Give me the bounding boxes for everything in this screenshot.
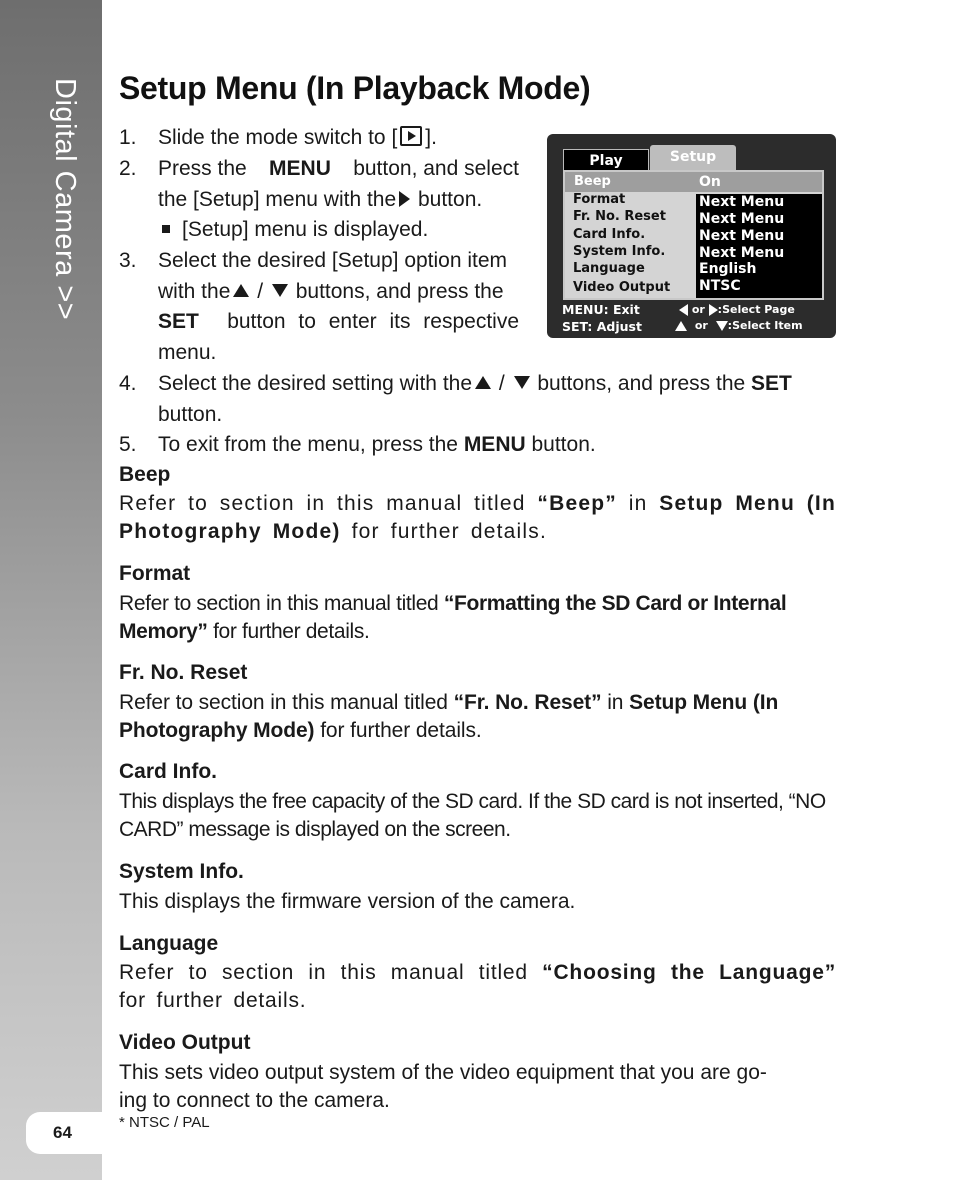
section-heading-video-output: Video Output bbox=[119, 1031, 251, 1054]
footer-set-adjust: SET: Adjust bbox=[562, 319, 642, 334]
section-body-card-info: This displays the free capacity of the SD card. If the SD card is not inserted, “NO CARD” message is displayed on the screen. bbox=[119, 790, 826, 841]
menu-value-language: English bbox=[699, 261, 757, 277]
body-text: in bbox=[601, 691, 630, 714]
menu-value-fr-no-reset: Next Menu bbox=[699, 211, 785, 227]
body-text: for further details. bbox=[207, 620, 370, 643]
section-body-system-info: This displays the firmware version of the camera. bbox=[119, 890, 576, 913]
menu-item-video-output: Video Output bbox=[573, 280, 671, 295]
step-text: Select the desired setting with the bbox=[158, 372, 473, 395]
section-body-fr-no-reset bbox=[119, 689, 836, 745]
body-text: Refer to section in this manual titled bbox=[119, 961, 543, 984]
body-ref: Setup Menu (In Photography Mode) bbox=[119, 492, 836, 543]
footer-select-item: :Select Item bbox=[727, 319, 803, 332]
step-number: 3. bbox=[119, 249, 137, 272]
menu-button-label: MENU bbox=[463, 433, 526, 456]
step-text: button. bbox=[525, 433, 596, 456]
down-arrow-icon bbox=[514, 376, 530, 389]
step-text: menu. bbox=[158, 341, 217, 365]
footer-select-page: :Select Page bbox=[717, 303, 795, 316]
bullet-square-icon bbox=[162, 225, 170, 233]
step-number: 4. bbox=[119, 372, 137, 395]
step-text: / bbox=[493, 372, 511, 395]
section-body-video-output bbox=[119, 1059, 836, 1115]
step-text: button. bbox=[412, 187, 483, 211]
body-text: in bbox=[616, 492, 660, 515]
right-arrow-icon bbox=[709, 304, 718, 316]
step-text: button to enter its respective bbox=[227, 310, 519, 334]
step-number: 1. bbox=[119, 126, 137, 149]
step-text: buttons, and press the bbox=[289, 279, 504, 303]
tab-setup: Setup bbox=[650, 145, 736, 170]
body-text: Refer to section in this manual titled bbox=[119, 492, 538, 515]
footer-item-hint bbox=[675, 319, 803, 332]
menu-item-beep: Beep bbox=[574, 174, 611, 189]
body-text: for further details. bbox=[119, 989, 307, 1012]
step-text: Slide the mode switch to [ bbox=[158, 126, 398, 149]
step-text: ]. bbox=[425, 126, 437, 149]
step-text: Select the desired [Setup] option item bbox=[158, 249, 508, 272]
step-text: To exit from the menu, press the bbox=[158, 433, 464, 456]
menu-value-card-info: Next Menu bbox=[699, 228, 785, 244]
playback-mode-icon bbox=[400, 126, 422, 146]
menu-value-format: Next Menu bbox=[699, 194, 785, 210]
body-ref: Setup Menu (In Photography Mode) bbox=[119, 691, 779, 742]
sub-bullet-text: [Setup] menu is displayed. bbox=[182, 218, 429, 242]
section-heading-language: Language bbox=[119, 932, 219, 955]
camera-lcd-screenshot bbox=[547, 134, 836, 338]
menu-item-format: Format bbox=[573, 192, 626, 207]
section-body-language bbox=[119, 959, 836, 1015]
footnote: * NTSC / PAL bbox=[119, 1114, 210, 1131]
body-text: Refer to section in this manual titled bbox=[119, 691, 454, 714]
left-arrow-icon bbox=[679, 304, 688, 316]
body-text: This sets video output system of the video equipment that you are go- bbox=[119, 1061, 767, 1084]
body-ref: “Beep” bbox=[537, 492, 617, 515]
step-text: / bbox=[251, 279, 269, 303]
section-tab-title: Digital Camera >> bbox=[49, 78, 81, 321]
body-ref: “Fr. No. Reset” bbox=[453, 691, 602, 714]
step-text: the [Setup] menu with the bbox=[158, 187, 397, 211]
menu-button-label: MENU bbox=[269, 157, 331, 180]
body-ref: “Formatting the SD Card or Internal Memory” bbox=[119, 592, 787, 643]
section-body-format bbox=[119, 590, 836, 646]
up-arrow-icon bbox=[475, 376, 491, 389]
body-text: ing to connect to the camera. bbox=[119, 1089, 390, 1112]
body-text: for further details. bbox=[340, 520, 548, 543]
section-heading-beep: Beep bbox=[119, 463, 171, 486]
step-number: 2. bbox=[119, 157, 137, 180]
page-title: Setup Menu (In Playback Mode) bbox=[119, 70, 591, 106]
right-arrow-icon bbox=[399, 191, 410, 207]
set-button-label: SET bbox=[158, 310, 199, 334]
step-text: Press the bbox=[158, 157, 247, 180]
down-arrow-icon bbox=[716, 321, 728, 331]
section-body-beep bbox=[119, 490, 836, 546]
step-number: 5. bbox=[119, 433, 137, 456]
menu-item-fr-no-reset: Fr. No. Reset bbox=[573, 209, 666, 224]
down-arrow-icon bbox=[272, 284, 288, 297]
body-ref: “Choosing the Language” bbox=[542, 961, 837, 984]
tab-play: Play bbox=[563, 149, 649, 171]
footer-or: or bbox=[694, 319, 708, 332]
menu-value-beep: On bbox=[699, 174, 721, 190]
up-arrow-icon bbox=[233, 284, 249, 297]
section-heading-format: Format bbox=[119, 562, 191, 585]
footer-or: or bbox=[691, 303, 705, 316]
up-arrow-icon bbox=[675, 321, 687, 331]
menu-item-language: Language bbox=[573, 261, 645, 276]
section-heading-fr-no-reset: Fr. No. Reset bbox=[119, 661, 248, 684]
section-heading-system-info: System Info. bbox=[119, 860, 244, 883]
set-button-label: SET bbox=[751, 372, 792, 395]
menu-value-system-info: Next Menu bbox=[699, 245, 785, 261]
step-text: button, and select bbox=[353, 157, 519, 180]
menu-item-card-info: Card Info. bbox=[573, 227, 646, 242]
section-heading-card-info: Card Info. bbox=[119, 760, 217, 783]
footer-page-hint bbox=[679, 303, 795, 316]
body-text: Refer to section in this manual titled bbox=[119, 592, 444, 615]
page-number: 64 bbox=[26, 1112, 102, 1154]
step-text: with the bbox=[158, 279, 231, 303]
menu-item-system-info: System Info. bbox=[573, 244, 666, 259]
setup-menu-panel bbox=[563, 170, 824, 300]
step-text: button. bbox=[158, 402, 223, 426]
menu-value-video-output: NTSC bbox=[699, 278, 741, 294]
footer-menu-exit: MENU: Exit bbox=[562, 302, 640, 317]
body-text: for further details. bbox=[314, 719, 482, 742]
step-text: buttons, and press the bbox=[531, 372, 752, 395]
